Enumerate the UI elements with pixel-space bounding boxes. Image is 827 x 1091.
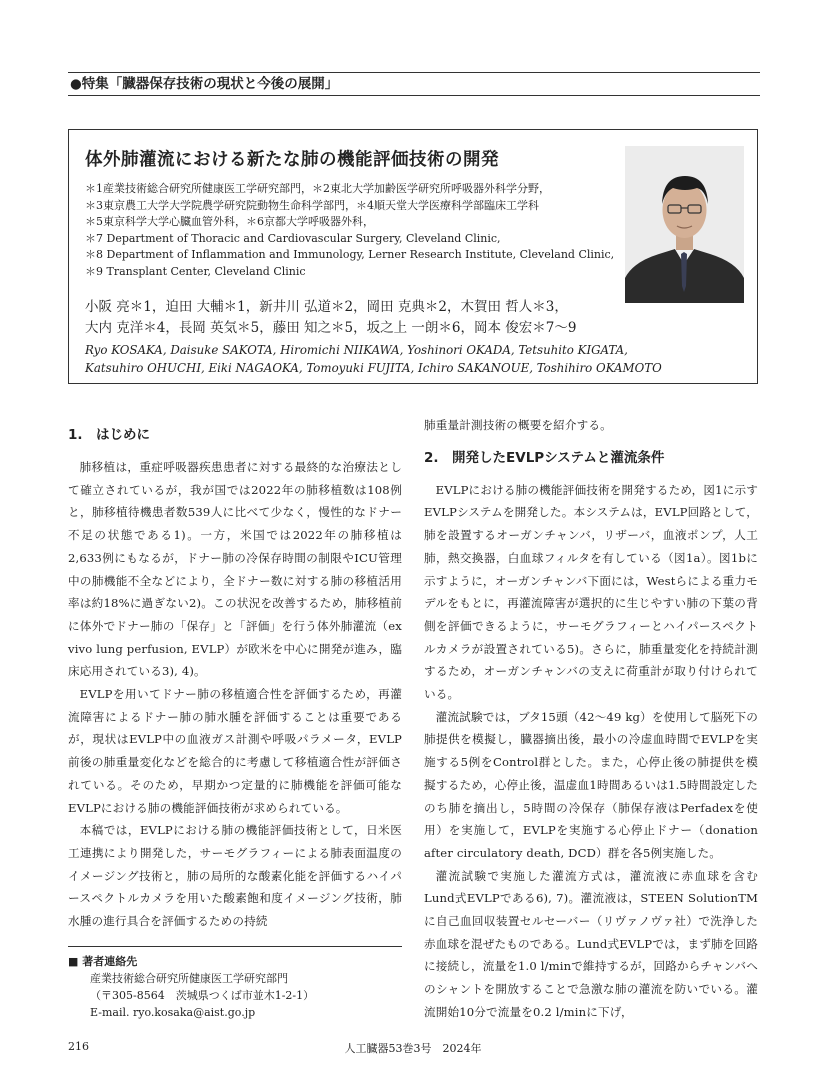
left-column (68, 414, 402, 933)
affiliation-line: ＊3東京農工大学大学院農学研究院動物生命科学部門，＊4順天堂大学医療科学部臨床工学科 (85, 198, 539, 212)
author-photo (625, 146, 744, 303)
affiliation-line: ＊9 Transplant Center, Cleveland Clinic (85, 264, 306, 278)
affiliation-line: ＊5東京科学大学心臓血管外科，＊6京都大学呼吸器外科， (85, 215, 374, 228)
contact-line: （〒305-8564 茨城県つくば市並木1-2-1） (90, 989, 315, 1002)
paragraph: EVLPにおける肺の機能評価技術を開発するため，図1に示すEVLPシステムを開発した。本システムは，EVLP回路として，肺を設置するオーガンチャンバ，リザーバ，血液ポンプ，人工肺，熱交換器，白血球フィルタを有している（図1a）。図1bに示すように，オーガンチャンバ下面には，Westらによる重力モデルをもとに，再灌流障害が選択的に生じやすい肺の下葉の背側を評価できるように，サーモグラフィーとハイパースペクトルカメラが設置されている5)。さらに，肺重量変化を持続計測するため，オーガンチャンバの支えに荷重計が取り付けられている。 (424, 482, 758, 702)
affiliation-line: ＊1産業技術総合研究所健康医工学研究部門，＊2東北大学加齢医学研究所呼吸器外科学分野， (85, 182, 550, 195)
paper-title: 体外肺灌流における新たな肺の機能評価技術の開発 (85, 150, 499, 170)
title-box (68, 129, 758, 384)
paragraph: EVLPを用いてドナー肺の移植適合性を評価するため，再灌流障害によるドナー肺の肺水腫を評価することは重要であるが，現状はEVLP中の血液ガス計測や呼吸パラメータ，EVLP前後の肺重量変化などを総合的に考慮して移植適合性が評価されている。そのため，早期かつ定量的に肺機能を評価可能なEVLPにおける肺の機能評価技術が求められている。 (68, 687, 402, 815)
author-line: 小阪 亮＊1，迫田 大輔＊1，新井川 弘道＊2，岡田 克典＊2，木賀田 哲人＊3， (85, 299, 568, 315)
contact-email: E-mail. ryo.kosaka@aist.go.jp (90, 1006, 256, 1019)
paragraph-continuation: 肺重量計測技術の概要を紹介する。 (424, 418, 612, 432)
paragraph: 肺移植は，重症呼吸器疾患患者に対する最終的な治療法として確立されているが，我が国では2022年の肺移植数は108例と，肺移植待機患者数539人に比べて少なく，慢性的なドナー不足の状態である1)。一方，米国では2022年の肺移植は2,633例にもなるが，ドナー肺の冷保存時間の制限やICU管理中の肺機能不全などにより，全ドナー数に対する肺の移植活用率は約18%に過ぎない2)。この状況を改善するため，肺移植前に体外でドナー肺の「保存」と「評価」を行う体外肺灌流（ex vivo lung perfusion, EVLP）が欧米を中心に開発が進み，臨床応用されている3), 4)。 (68, 460, 402, 679)
journal-info: 人工臓器53巻3号 2024年 (344, 1042, 482, 1055)
section-heading-introduction: 1. はじめに (68, 427, 151, 443)
affiliation-line: ＊8 Department of Inflammation and Immunology, Lerner Research Institute, Cleveland Clinic, (85, 248, 615, 261)
paragraph: 灌流試験で実施した灌流方式は，灌流液に赤血球を含むLund式EVLPである6), 7)。灌流液は，STEEN SolutionTMに自己血回収装置セルセーバー（リヴァノヴァ社）で洗浄した赤血球を混ぜたものである。Lund式EVLPでは，まず肺を回路に接続し，流量を1.0 l/minで維持するが，回路からチャンバへのシャントを開放することで急激な肺の灌流を防いでいる。灌流開始10分で流量を0.2 l/minに下げ， (424, 868, 758, 1019)
author-line-en: Katsuhiro OHUCHI, Eiki NAGAOKA, Tomoyuki FUJITA, Ichiro SAKANOUE, Toshihiro OKAMOTO (85, 361, 662, 375)
authors-english (85, 341, 685, 377)
paragraph: 灌流試験では，ブタ15頭（42～49 kg）を使用して脳死下の肺提供を模擬し，臓器摘出後，最小の冷虚血時間でEVLPを実施する5例をControl群とした。また，心停止後の肺提供を模擬するため，心停止後，温虚血1時間あるいは1.5時間設定したのち肺を摘出し，5時間の冷保存（肺保存液はPerfadexを使用）を実施して，EVLPを実施する心停止ドナー（donation after circulatory death, DCD）群を各5例実施した。 (424, 709, 758, 860)
paragraph: 本稿では，EVLPにおける肺の機能評価技術として，日米医工連携により開発した，サーモグラフィーによる肺表面温度のイメージング技術と，肺の局所的な酸素化能を評価するハイパースペクトルカメラを用いた酸素飽和度イメージング技術，肺水腫の進行具合を評価するための持続 (68, 823, 402, 929)
right-column (424, 414, 758, 1024)
author-contact (68, 946, 402, 1021)
author-line: 大内 克洋＊4，長岡 英気＊5，藤田 知之＊5，坂之上 一朗＊6，岡本 俊宏＊7～9 (85, 320, 577, 336)
section-header: ●特集「臓器保存技術の現状と今後の展開」 (68, 72, 760, 96)
section-heading-evlp-system: 2. 開発したEVLPシステムと灌流条件 (424, 449, 665, 466)
author-line-en: Ryo KOSAKA, Daisuke SAKOTA, Hiromichi NIIKAWA, Yoshinori OKADA, Tetsuhito KIGATA, (85, 343, 628, 357)
contact-label: ■ 著者連絡先 (68, 955, 138, 968)
affiliations (85, 181, 615, 280)
authors-japanese (85, 297, 625, 339)
page-number: 216 (68, 1040, 89, 1053)
author-portrait-icon (625, 146, 744, 303)
contact-line: 産業技術総合研究所健康医工学研究部門 (90, 972, 288, 985)
affiliation-line: ＊7 Department of Thoracic and Cardiovascular Surgery, Cleveland Clinic, (85, 231, 501, 245)
